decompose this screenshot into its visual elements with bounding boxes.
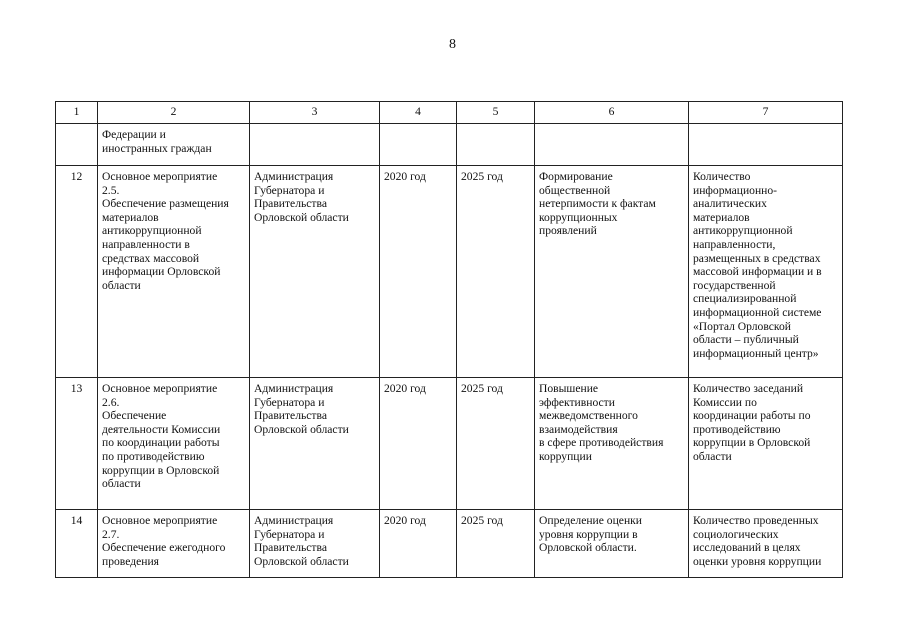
end-cell bbox=[457, 124, 535, 166]
end-cell: 2025 год bbox=[457, 510, 535, 578]
result-cell: Формирование общественной нетерпимости к фактам коррупционных проявлений bbox=[535, 166, 689, 378]
executor-cell: Администрация Губернатора и Правительства Орловской области bbox=[250, 378, 380, 510]
page-number: 8 bbox=[449, 37, 456, 52]
start-cell: 2020 год bbox=[380, 166, 457, 378]
column-header: 3 bbox=[250, 102, 380, 124]
executor-cell: Администрация Губернатора и Правительства Орловской области bbox=[250, 510, 380, 578]
indicator-cell: Количество информационно- аналитических материалов антикоррупционной направленности, размещенных в средствах массовой информации и в государственной специализированной информационной системе «Портал Орловской области – публичный информационный центр» bbox=[689, 166, 843, 378]
result-cell bbox=[535, 124, 689, 166]
indicator-cell bbox=[689, 124, 843, 166]
result-cell: Определение оценки уровня коррупции в Орловской области. bbox=[535, 510, 689, 578]
column-header: 6 bbox=[535, 102, 689, 124]
header-row bbox=[56, 102, 843, 124]
row-number: 13 bbox=[56, 378, 98, 510]
measures-table bbox=[55, 101, 843, 578]
continuation-row bbox=[56, 124, 843, 166]
column-header: 4 bbox=[380, 102, 457, 124]
start-cell: 2020 год bbox=[380, 510, 457, 578]
activity-cell: Основное мероприятие 2.7. Обеспечение ежегодного проведения bbox=[98, 510, 250, 578]
activity-cell: Федерации и иностранных граждан bbox=[98, 124, 250, 166]
activity-cell: Основное мероприятие 2.6. Обеспечение деятельности Комиссии по координации работы по противодействию коррупции в Орловской области bbox=[98, 378, 250, 510]
end-cell: 2025 год bbox=[457, 378, 535, 510]
num-cell bbox=[56, 124, 98, 166]
indicator-cell: Количество заседаний Комиссии по координации работы по противодействию коррупции в Орловской области bbox=[689, 378, 843, 510]
table-row bbox=[56, 378, 843, 510]
result-cell: Повышение эффективности межведомственного взаимодействия в сфере противодействия коррупции bbox=[535, 378, 689, 510]
column-header: 7 bbox=[689, 102, 843, 124]
column-header: 2 bbox=[98, 102, 250, 124]
row-number: 12 bbox=[56, 166, 98, 378]
table-row bbox=[56, 510, 843, 578]
column-header: 5 bbox=[457, 102, 535, 124]
column-header: 1 bbox=[56, 102, 98, 124]
activity-cell: Основное мероприятие 2.5. Обеспечение размещения материалов антикоррупционной направленности в средствах массовой информации Орловской области bbox=[98, 166, 250, 378]
start-cell: 2020 год bbox=[380, 378, 457, 510]
indicator-cell: Количество проведенных социологических исследований в целях оценки уровня коррупции bbox=[689, 510, 843, 578]
row-number: 14 bbox=[56, 510, 98, 578]
end-cell: 2025 год bbox=[457, 166, 535, 378]
executor-cell bbox=[250, 124, 380, 166]
table-row bbox=[56, 166, 843, 378]
executor-cell: Администрация Губернатора и Правительства Орловской области bbox=[250, 166, 380, 378]
start-cell bbox=[380, 124, 457, 166]
